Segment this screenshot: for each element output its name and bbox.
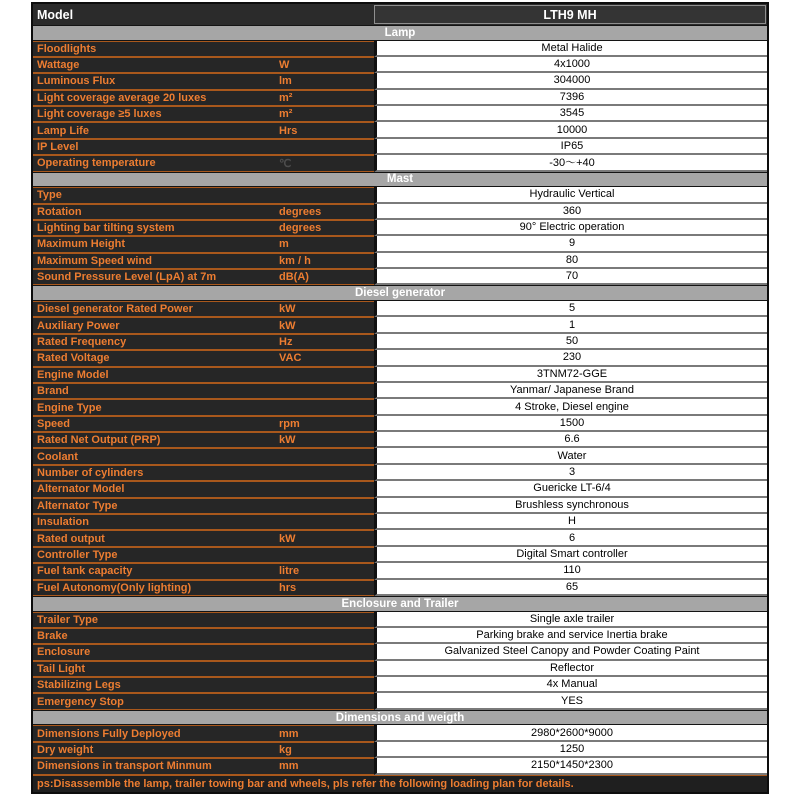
row-unit: lm [279, 75, 292, 88]
row-label-area [33, 90, 374, 106]
row-label: Auxiliary Power [37, 319, 120, 332]
table-row [33, 661, 767, 677]
table-row [33, 122, 767, 138]
row-label-area [33, 758, 374, 774]
row-unit [276, 694, 374, 708]
row-label-area [33, 317, 374, 333]
row-value: Water [374, 448, 767, 464]
row-value: Guericke LT-6/4 [374, 481, 767, 497]
row-label: Rated Voltage [37, 352, 110, 365]
row-value: 6.6 [374, 432, 767, 448]
row-label: Engine Type [37, 401, 102, 414]
table-row [33, 644, 767, 660]
row-label-area [33, 628, 374, 644]
row-value: 2150*1450*2300 [374, 758, 767, 774]
row-label-area [33, 236, 374, 252]
table-row [33, 367, 767, 383]
row-label-area [33, 220, 374, 236]
table-row [33, 448, 767, 464]
row-value: 304000 [374, 73, 767, 89]
row-label: Rotation [37, 205, 82, 218]
row-unit: km / h [279, 254, 311, 267]
row-label: Stabilizing Legs [37, 679, 121, 692]
table-row [33, 90, 767, 106]
row-unit [276, 449, 374, 463]
row-value: Reflector [374, 661, 767, 677]
row-unit [276, 466, 374, 480]
table-row [33, 399, 767, 415]
table-row [33, 187, 767, 203]
row-label: Operating temperature [37, 157, 156, 170]
row-value: YES [374, 693, 767, 709]
row-label-area [33, 334, 374, 350]
row-value: 3545 [374, 106, 767, 122]
row-value: 80 [374, 253, 767, 269]
section-header-bar [33, 172, 767, 188]
row-value: 3 [374, 465, 767, 481]
row-unit: m [279, 238, 289, 251]
row-label: Lamp Life [37, 124, 89, 137]
row-unit: mm [279, 760, 299, 773]
row-label: Rated Net Output (PRP) [37, 434, 161, 447]
row-value: Metal Halide [374, 41, 767, 57]
row-label: Number of cylinders [37, 467, 144, 480]
row-unit: m² [279, 108, 293, 121]
row-unit [276, 400, 374, 414]
table-row [33, 139, 767, 155]
row-label: Enclosure [37, 646, 91, 659]
row-value: 90° Electric operation [374, 220, 767, 236]
footnote-row [33, 775, 767, 792]
row-label: Trailer Type [37, 613, 98, 626]
row-unit [276, 629, 374, 643]
row-value: 3TNM72-GGE [374, 367, 767, 383]
row-label: Speed [37, 417, 71, 430]
table-row [33, 73, 767, 89]
row-unit: ℃ [279, 157, 292, 170]
row-value: 65 [374, 580, 767, 596]
row-unit [276, 188, 374, 202]
table-row [33, 350, 767, 366]
row-value: 2980*2600*9000 [374, 725, 767, 741]
table-row [33, 432, 767, 448]
table-row [33, 106, 767, 122]
row-label: Alternator Type [37, 499, 118, 512]
row-label-area [33, 350, 374, 366]
row-label: Rated Frequency [37, 335, 127, 348]
table-row [33, 57, 767, 73]
row-value: Digital Smart controller [374, 547, 767, 563]
row-label-area [33, 498, 374, 514]
spec-table [31, 2, 769, 794]
row-unit [276, 482, 374, 496]
row-label-area [33, 432, 374, 448]
row-label-area [33, 204, 374, 220]
row-label: Maximum Speed wind [37, 254, 152, 267]
row-unit: kW [279, 532, 296, 545]
row-label: Engine Model [37, 368, 109, 381]
row-label: Sound Pressure Level (LpA) at 7m [37, 271, 217, 284]
row-label: Diesel generator Rated Power [37, 303, 193, 316]
row-value: 7396 [374, 90, 767, 106]
row-label: Fuel tank capacity [37, 565, 133, 578]
row-unit: dB(A) [279, 271, 309, 284]
section-title: Diesel generator [354, 287, 446, 300]
row-value: Galvanized Steel Canopy and Powder Coating Paint [374, 644, 767, 660]
row-label-area [33, 563, 374, 579]
row-label: Rated output [37, 532, 105, 545]
row-unit: rpm [279, 417, 300, 430]
row-label-area [33, 399, 374, 415]
row-label-area [33, 139, 374, 155]
row-unit [276, 499, 374, 513]
row-value: 50 [374, 334, 767, 350]
row-unit [276, 515, 374, 529]
table-row [33, 677, 767, 693]
row-unit [276, 368, 374, 382]
section-header-bar [33, 25, 767, 41]
row-unit: kW [279, 303, 296, 316]
row-label: Dry weight [37, 743, 94, 756]
row-unit: VAC [279, 352, 302, 365]
table-row [33, 514, 767, 530]
table-row [33, 269, 767, 285]
table-row [33, 465, 767, 481]
row-unit: m² [279, 91, 293, 104]
row-unit [276, 42, 374, 56]
table-row [33, 530, 767, 546]
table-row [33, 725, 767, 741]
row-label-area [33, 465, 374, 481]
row-unit [276, 548, 374, 562]
row-value: 5 [374, 301, 767, 317]
row-label-area [33, 481, 374, 497]
row-label: Brand [37, 385, 69, 398]
row-label-area [33, 547, 374, 563]
table-row [33, 628, 767, 644]
row-label-area [33, 514, 374, 530]
row-label: Wattage [37, 59, 80, 72]
row-label-area [33, 122, 374, 138]
row-value: 1 [374, 317, 767, 333]
table-row [33, 612, 767, 628]
footnote-text: ps:Disassemble the lamp, trailer towing bar and wheels, pls refer the following loading plan for details. [37, 777, 574, 790]
row-unit: degrees [279, 222, 322, 235]
row-unit: Hrs [279, 124, 298, 137]
section-title: Dimensions and weigth [335, 711, 465, 724]
table-row [33, 563, 767, 579]
section-title: Enclosure and Trailer [341, 597, 459, 610]
row-value: 6 [374, 530, 767, 546]
row-unit [276, 140, 374, 154]
table-row [33, 41, 767, 57]
row-label-area [33, 661, 374, 677]
row-label: Lighting bar tilting system [37, 222, 175, 235]
row-value: Single axle trailer [374, 612, 767, 628]
row-label: Insulation [37, 516, 89, 529]
row-label: Controller Type [37, 549, 118, 562]
row-label-area [33, 106, 374, 122]
table-row [33, 481, 767, 497]
row-label: Dimensions in transport Minmum [37, 760, 212, 773]
row-value: 9 [374, 236, 767, 252]
table-row [33, 498, 767, 514]
row-label-area [33, 57, 374, 73]
row-value: Hydraulic Vertical [374, 187, 767, 203]
model-header-label: Model [37, 7, 74, 22]
row-label: IP Level [37, 141, 79, 154]
row-unit [276, 662, 374, 676]
row-value: 4 Stroke, Diesel engine [374, 399, 767, 415]
table-row [33, 204, 767, 220]
row-label-area [33, 742, 374, 758]
row-unit [276, 678, 374, 692]
row-value: IP65 [374, 139, 767, 155]
row-label-area [33, 580, 374, 596]
row-label-area [33, 187, 374, 203]
row-label-area [33, 253, 374, 269]
row-unit [276, 645, 374, 659]
row-label-area [33, 448, 374, 464]
row-label: Light coverage ≥5 luxes [37, 108, 162, 121]
row-value: 4x Manual [374, 677, 767, 693]
section-header-bar [33, 710, 767, 726]
row-unit [276, 384, 374, 398]
row-label-area [33, 725, 374, 741]
row-unit: kg [279, 743, 292, 756]
table-row [33, 383, 767, 399]
row-value: 4x1000 [374, 57, 767, 73]
sections-container [33, 25, 767, 775]
model-header-row [33, 4, 767, 25]
row-value: Brushless synchronous [374, 498, 767, 514]
row-value: 10000 [374, 122, 767, 138]
table-row [33, 758, 767, 774]
section-title: Mast [386, 173, 414, 186]
row-label: Emergency Stop [37, 695, 124, 708]
row-label: Fuel Autonomy(Only lighting) [37, 581, 192, 594]
row-unit: Hz [279, 335, 293, 348]
row-unit [276, 613, 374, 627]
model-header-value: LTH9 MH [374, 5, 766, 24]
row-unit: hrs [279, 581, 297, 594]
table-row [33, 334, 767, 350]
row-unit: W [279, 59, 290, 72]
row-label-area [33, 155, 374, 171]
table-row [33, 253, 767, 269]
section-header-bar [33, 285, 767, 301]
row-label: Tail Light [37, 662, 86, 675]
row-value: 1250 [374, 742, 767, 758]
row-value: -30～+40 [374, 155, 767, 171]
row-value: 1500 [374, 416, 767, 432]
row-label-area [33, 677, 374, 693]
row-label: Floodlights [37, 42, 97, 55]
section-header-bar [33, 596, 767, 612]
row-value: Parking brake and service Inertia brake [374, 628, 767, 644]
table-row [33, 301, 767, 317]
table-row [33, 416, 767, 432]
row-label: Coolant [37, 450, 78, 463]
row-label: Light coverage average 20 luxes [37, 91, 207, 104]
row-unit: kW [279, 319, 296, 332]
row-value: 360 [374, 204, 767, 220]
row-label-area [33, 269, 374, 285]
row-unit: kW [279, 434, 296, 447]
row-label: Alternator Model [37, 483, 125, 496]
row-label: Brake [37, 630, 68, 643]
table-row [33, 580, 767, 596]
row-label-area [33, 301, 374, 317]
table-row [33, 547, 767, 563]
row-label-area [33, 367, 374, 383]
row-unit: mm [279, 727, 299, 740]
row-label-area [33, 383, 374, 399]
row-value: 110 [374, 563, 767, 579]
table-row [33, 742, 767, 758]
row-label-area [33, 530, 374, 546]
row-label: Luminous Flux [37, 75, 116, 88]
row-value: H [374, 514, 767, 530]
row-value: 70 [374, 269, 767, 285]
row-label-area [33, 41, 374, 57]
row-unit: litre [279, 565, 300, 578]
row-unit: degrees [279, 205, 322, 218]
table-row [33, 155, 767, 171]
row-label-area [33, 612, 374, 628]
table-row [33, 317, 767, 333]
row-label-area [33, 73, 374, 89]
row-label: Dimensions Fully Deployed [37, 727, 181, 740]
row-label-area [33, 416, 374, 432]
row-value: Yanmar/ Japanese Brand [374, 383, 767, 399]
table-row [33, 236, 767, 252]
row-label-area [33, 644, 374, 660]
row-label: Maximum Height [37, 238, 126, 251]
section-title: Lamp [384, 26, 416, 39]
table-row [33, 220, 767, 236]
row-label-area [33, 693, 374, 709]
row-value: 230 [374, 350, 767, 366]
table-row [33, 693, 767, 709]
row-label: Type [37, 189, 62, 202]
